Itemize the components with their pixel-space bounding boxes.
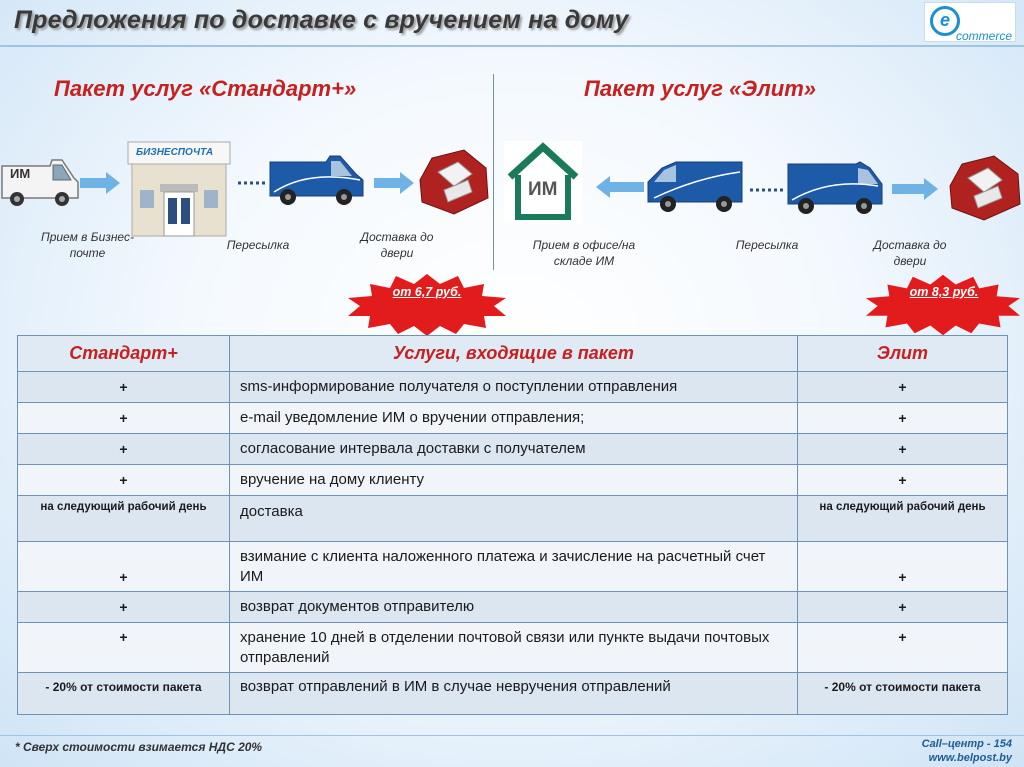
service-cell: возврат отправлений в ИМ в случае невручения отправлений (230, 673, 798, 715)
table-row (18, 434, 1008, 465)
header-divider (0, 45, 1024, 47)
im-house (504, 141, 582, 223)
white-van-label: ИМ (10, 166, 31, 181)
standard-step-3-caption: Доставка до двери (360, 230, 434, 260)
dotted-connector (238, 181, 268, 185)
table-row (18, 623, 1008, 673)
flow-arrow-left-icon (596, 176, 644, 198)
standard-price-burst-icon (346, 274, 508, 336)
business-post-building (122, 132, 236, 238)
service-cell: хранение 10 дней в отделении почтовой связи или пункте выдачи почтовых отправлений (230, 623, 798, 673)
table-row (18, 542, 1008, 592)
service-cell: доставка (230, 496, 798, 542)
blue-van-icon (646, 158, 746, 216)
table-row (18, 465, 1008, 496)
standard-package-title: Пакет услуг «Стандарт+» (54, 76, 357, 101)
elite-cell: + (798, 623, 1008, 673)
standard-step-1-caption: Прием в Бизнес-почте (41, 230, 134, 260)
standard-cell: + (18, 592, 230, 623)
table-row (18, 673, 1008, 715)
sofa-delivery-icon (414, 140, 492, 224)
table-row (18, 592, 1008, 623)
ecommerce-logo (924, 2, 1016, 42)
house-label: ИМ (528, 179, 558, 200)
elite-blue-van-2 (786, 160, 886, 218)
page-title: Предложения по доставке с вручением на дому (14, 6, 629, 34)
standard-cell: + (18, 465, 230, 496)
standard-cell: + (18, 372, 230, 403)
elite-package-title: Пакет услуг «Элит» (584, 76, 817, 101)
elite-cell: + (798, 465, 1008, 496)
standard-cell: - 20% от стоимости пакета (18, 673, 230, 715)
package-divider (493, 74, 494, 270)
logo-e-icon: e (930, 6, 960, 36)
service-cell: sms-информирование получателя о поступлении отправления (230, 372, 798, 403)
table-row (18, 372, 1008, 403)
website-link[interactable]: www.belpost.by (928, 752, 1012, 764)
elite-step-3-caption: Доставка до двери (873, 238, 947, 268)
header-elite: Элит (798, 336, 1008, 372)
services-table (17, 335, 1008, 715)
flow-arrow-icon (374, 172, 414, 194)
flow-arrow-icon (892, 178, 938, 200)
service-cell: взимание с клиента наложенного платежа и зачисление на расчетный счет ИМ (230, 542, 798, 592)
vat-footnote: * Сверх стоимости взимается НДС 20% (15, 740, 263, 754)
sofa-delivery-icon (944, 146, 1024, 230)
standard-cell: на следующий рабочий день (18, 496, 230, 542)
standard-price: от 6,7 руб. (392, 285, 462, 299)
standard-step-2-caption: Пересылка (226, 238, 290, 252)
elite-cell: - 20% от стоимости пакета (798, 673, 1008, 715)
table-row (18, 403, 1008, 434)
service-cell: согласование интервала доставки с получателем (230, 434, 798, 465)
im-white-van (0, 152, 80, 208)
service-cell: e-mail уведомление ИМ о вручении отправления; (230, 403, 798, 434)
elite-cell: + (798, 372, 1008, 403)
elite-cell: + (798, 434, 1008, 465)
standard-cell: + (18, 403, 230, 434)
call-center: Call–центр - 154 (921, 738, 1012, 750)
logo-text: -commerce (956, 15, 1013, 43)
elite-step-1-caption: Прием в офисе/на складе ИМ (532, 238, 636, 268)
service-cell: вручение на дому клиенту (230, 465, 798, 496)
standard-blue-van (268, 152, 366, 208)
footer-divider (0, 735, 1024, 736)
elite-cell: + (798, 592, 1008, 623)
elite-price: от 8,3 руб. (909, 285, 979, 299)
service-cell: возврат документов отправителю (230, 592, 798, 623)
dotted-connector (750, 188, 786, 192)
elite-cell: + (798, 403, 1008, 434)
elite-blue-van-1 (646, 158, 746, 216)
table-header-row (18, 336, 1008, 372)
flow-arrow-icon (80, 172, 120, 194)
standard-cell: + (18, 623, 230, 673)
standard-sofa (414, 140, 492, 224)
standard-cell: + (18, 434, 230, 465)
elite-cell: на следующий рабочий день (798, 496, 1008, 542)
business-post-sign: БИЗНЕСПОЧТА (136, 147, 214, 158)
header-services: Услуги, входящие в пакет (230, 336, 798, 372)
header-standard: Стандарт+ (18, 336, 230, 372)
table-row (18, 496, 1008, 542)
standard-cell: + (18, 542, 230, 592)
blue-van-icon (786, 160, 886, 218)
elite-sofa (944, 146, 1024, 230)
blue-van-icon (268, 152, 366, 208)
elite-cell: + (798, 542, 1008, 592)
elite-price-burst-icon (864, 274, 1022, 336)
elite-step-2-caption: Пересылка (735, 238, 799, 252)
footer-contacts (922, 737, 1012, 765)
